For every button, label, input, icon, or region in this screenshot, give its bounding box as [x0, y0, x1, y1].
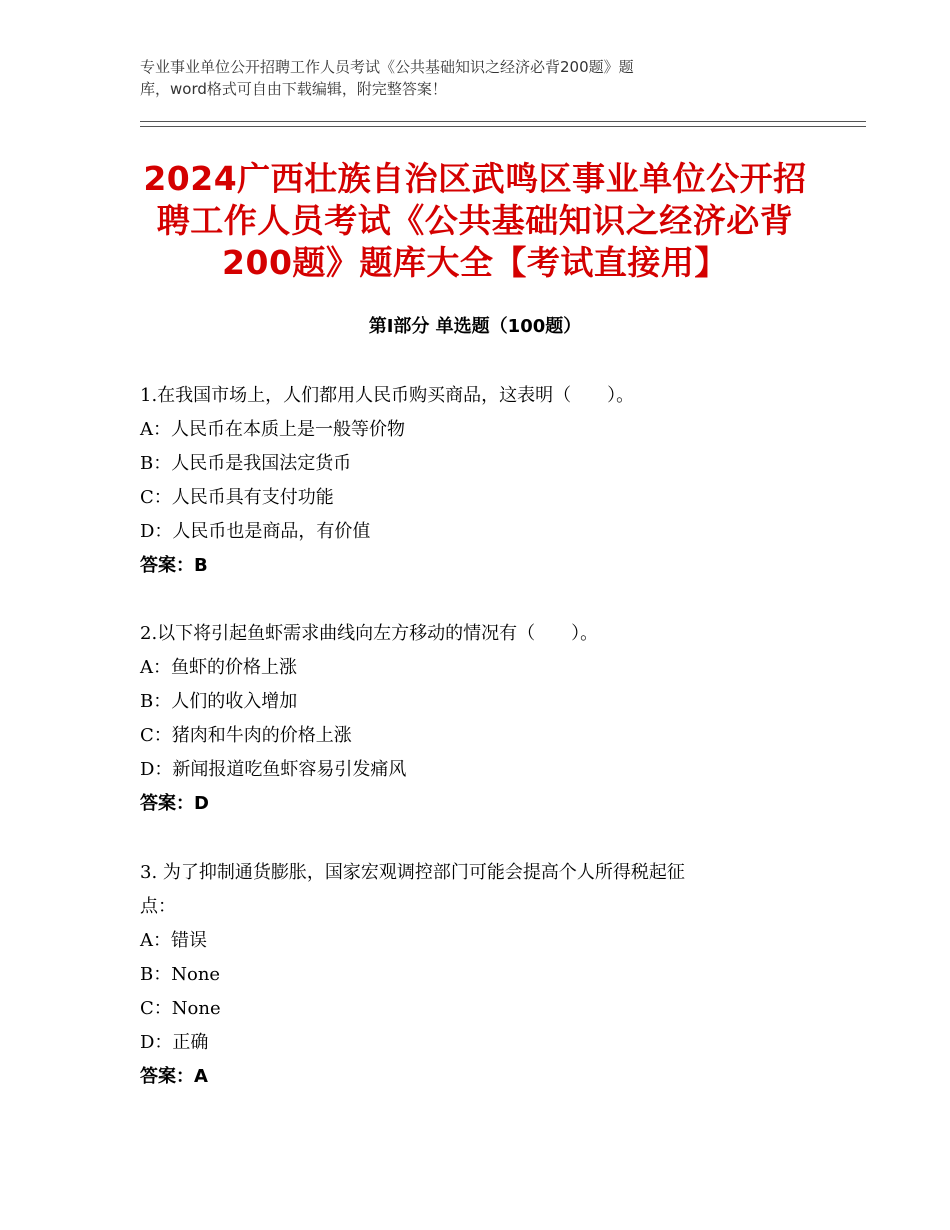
question-stem: 1.在我国市场上，人们都用人民币购买商品，这表明（ ）。: [140, 385, 635, 406]
option-c: C：猪肉和牛肉的价格上涨: [140, 725, 352, 746]
question-stem: 3. 为了抑制通货膨胀，国家宏观调控部门可能会提高个人所得税起征: [140, 862, 685, 883]
answer-line: 答案：A: [140, 1066, 208, 1087]
option-a: A：鱼虾的价格上涨: [140, 657, 297, 678]
header-note-line-1: 专业事业单位公开招聘工作人员考试《公共基础知识之经济必背200题》题: [140, 58, 634, 76]
title-line-1: 2024广西壮族自治区武鸣区事业单位公开招: [143, 159, 807, 198]
question-stem-continued: 点：: [140, 896, 176, 917]
question-stem: 2.以下将引起鱼虾需求曲线向左方移动的情况有（ ）。: [140, 623, 599, 644]
option-d: D：人民币也是商品，有价值: [140, 521, 371, 542]
answer-line: 答案：D: [140, 793, 209, 814]
document-title: [120, 158, 830, 284]
header-note-line-2: 库，word格式可自由下载编辑，附完整答案！: [140, 80, 447, 98]
option-b: B：None: [140, 964, 221, 985]
option-a: A：人民币在本质上是一般等价物: [140, 419, 405, 440]
answer-line: 答案：B: [140, 555, 208, 576]
option-c: C：None: [140, 998, 221, 1019]
option-b: B：人民币是我国法定货币: [140, 453, 352, 474]
option-d: D：正确: [140, 1032, 209, 1053]
title-line-2: 聘工作人员考试《公共基础知识之经济必背: [156, 201, 794, 240]
option-b: B：人们的收入增加: [140, 691, 298, 712]
section-title: 第Ⅰ部分 单选题（100题）: [368, 316, 582, 337]
question-3: [140, 856, 820, 1094]
document-header-note: [140, 56, 780, 100]
header-divider: [140, 121, 866, 127]
option-d: D：新闻报道吃鱼虾容易引发痛风: [140, 759, 407, 780]
option-a: A：错误: [140, 930, 207, 951]
option-c: C：人民币具有支付功能: [140, 487, 334, 508]
title-line-3: 200题》题库大全【考试直接用】: [222, 243, 728, 282]
question-1: [140, 379, 820, 583]
question-2: [140, 617, 820, 821]
